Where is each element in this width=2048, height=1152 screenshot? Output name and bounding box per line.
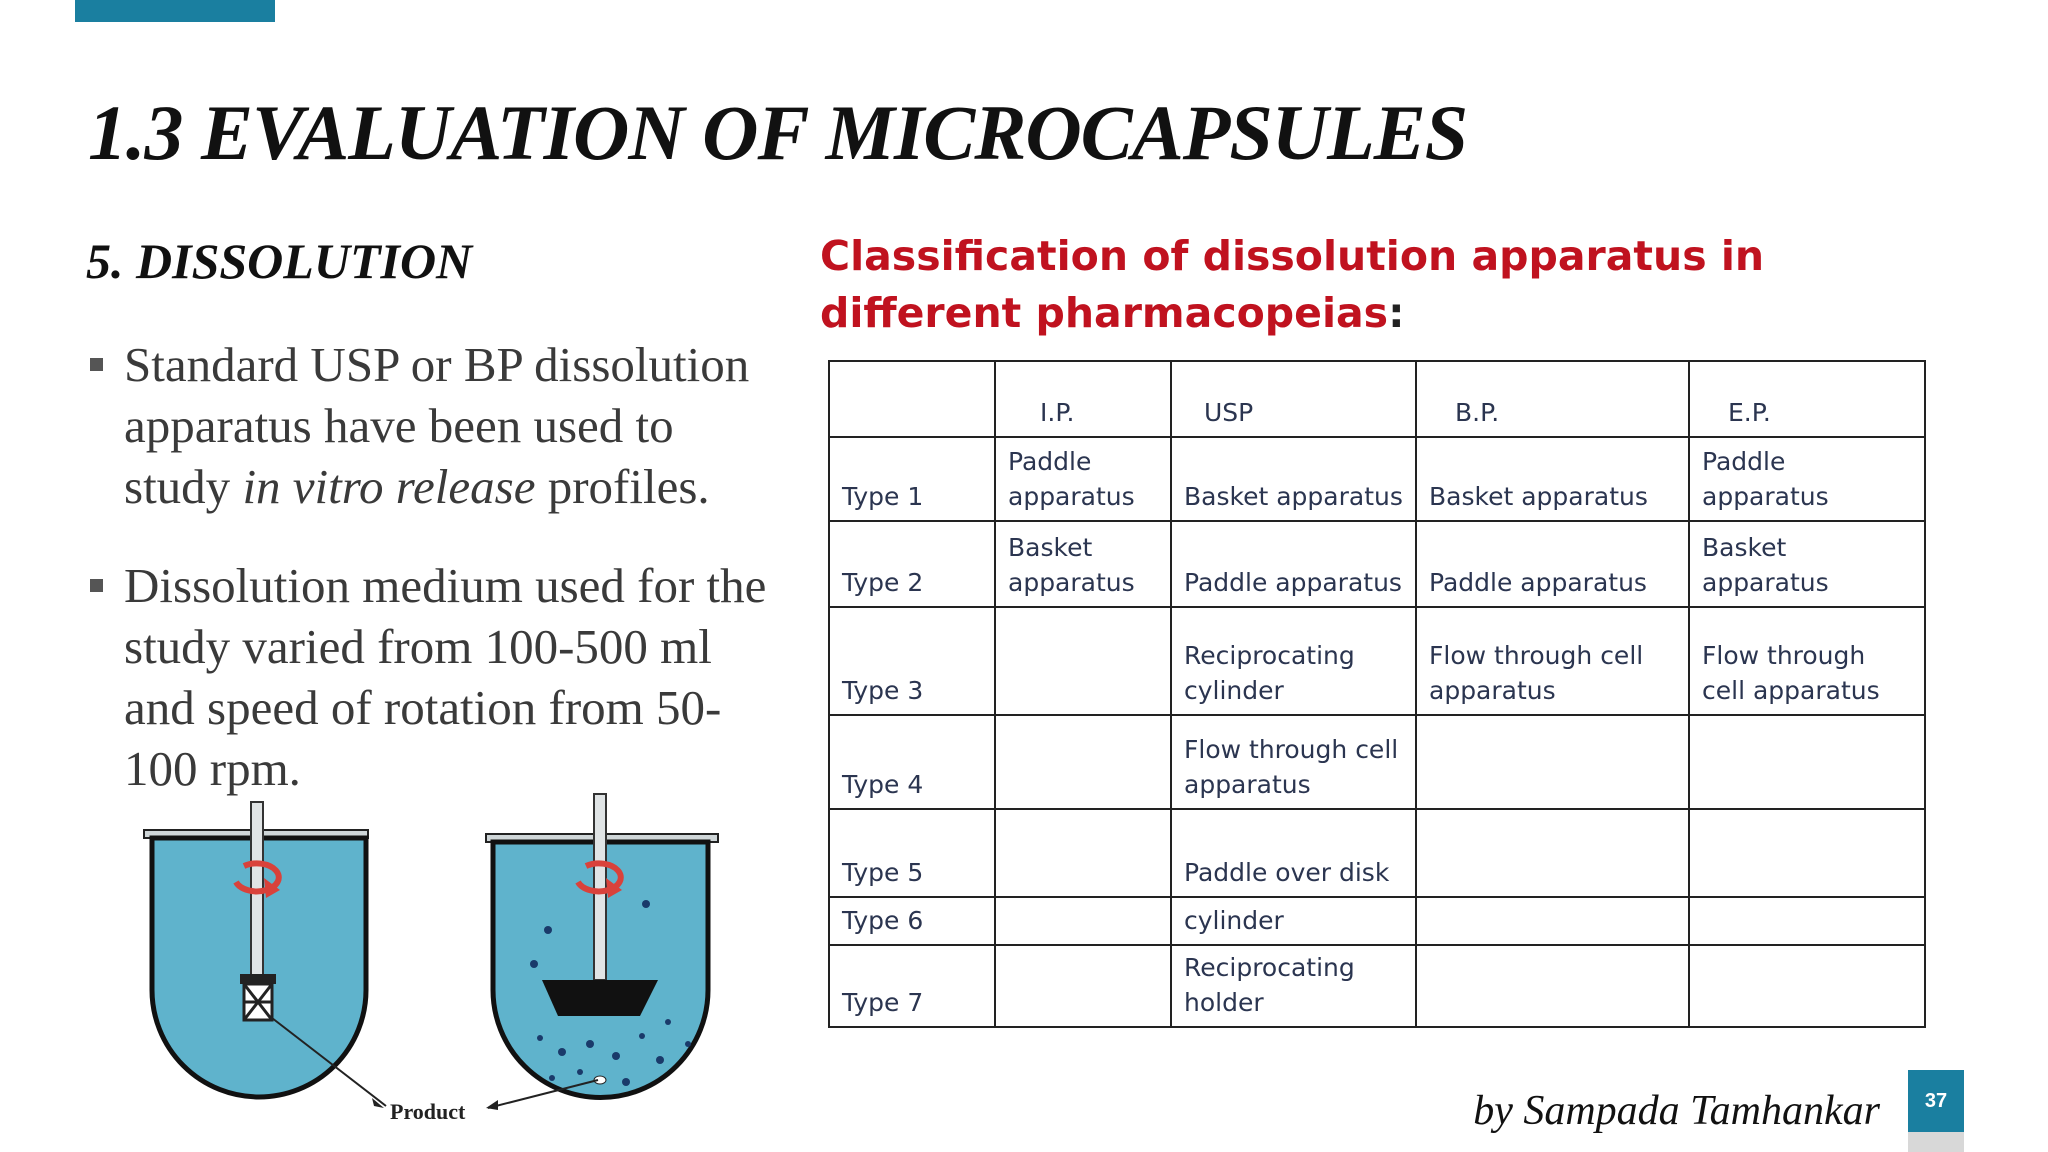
product-label: Product xyxy=(390,1099,466,1124)
bullet-text-italic: in vitro release xyxy=(242,459,536,514)
table-cell: Paddle apparatus xyxy=(1689,437,1925,521)
table-cell: Paddle apparatus xyxy=(995,437,1171,521)
classification-heading-colon: : xyxy=(1388,289,1405,337)
table-cell xyxy=(995,715,1171,809)
table-cell xyxy=(1689,715,1925,809)
bullet-text-end: profiles. xyxy=(535,459,710,514)
table-cell: Type 2 xyxy=(829,521,995,607)
table-cell: Type 4 xyxy=(829,715,995,809)
classification-heading xyxy=(820,228,1920,342)
table-cell: Type 1 xyxy=(829,437,995,521)
table-cell: Type 7 xyxy=(829,945,995,1027)
table-cell: Basket apparatus xyxy=(1416,437,1689,521)
table-cell: Flow through cell apparatus xyxy=(1689,607,1925,715)
slide-title: 1.3 EVALUATION OF MICROCAPSULES xyxy=(88,89,1468,176)
table-cell: Type 5 xyxy=(829,809,995,897)
table-header-row xyxy=(829,361,1925,437)
table-cell: Reciprocating holder xyxy=(1171,945,1416,1027)
bullet-item xyxy=(86,555,786,799)
classification-table xyxy=(828,360,1926,1028)
table-row xyxy=(829,437,1925,521)
table-row xyxy=(829,945,1925,1027)
table-cell xyxy=(1416,897,1689,945)
table-cell: Reciprocating cylinder xyxy=(1171,607,1416,715)
table-row xyxy=(829,521,1925,607)
classification-heading-text: Classification of dissolution apparatus in different pharmacopeias xyxy=(820,232,1765,337)
dissolution-apparatus-diagram xyxy=(120,790,740,1130)
table-row xyxy=(829,607,1925,715)
table-cell: Basket apparatus xyxy=(1171,437,1416,521)
table-header-cell: I.P. xyxy=(995,361,1171,437)
table-cell xyxy=(995,809,1171,897)
table-cell: Flow through cell apparatus xyxy=(1416,607,1689,715)
page-number: 37 xyxy=(1908,1070,1964,1132)
author-credit: by Sampada Tamhankar xyxy=(1473,1088,1880,1134)
table-cell xyxy=(1416,809,1689,897)
table-cell: Basket apparatus xyxy=(1689,521,1925,607)
table-header-cell: E.P. xyxy=(1689,361,1925,437)
table-cell: Flow through cell apparatus xyxy=(1171,715,1416,809)
table-row xyxy=(829,809,1925,897)
table-cell xyxy=(1416,715,1689,809)
table-cell: cylinder xyxy=(1171,897,1416,945)
page-number-tab xyxy=(1908,1132,1964,1152)
basket-vessel xyxy=(144,802,368,1097)
table-cell xyxy=(1416,945,1689,1027)
table-header-cell: USP xyxy=(1171,361,1416,437)
bullet-text-start: Standard USP or BP dissolution apparatus have been used to study xyxy=(124,337,750,514)
accent-bar xyxy=(75,0,275,22)
bullet-text: Dissolution medium used for the study varied from 100-500 ml and speed of rotation from 50-100 rpm. xyxy=(124,558,767,796)
table-header-cell xyxy=(829,361,995,437)
table-cell: Type 3 xyxy=(829,607,995,715)
bullet-square-icon xyxy=(90,358,103,371)
table-cell xyxy=(1689,809,1925,897)
table-cell: Paddle apparatus xyxy=(1171,521,1416,607)
table-cell: Paddle apparatus xyxy=(1416,521,1689,607)
table-cell: Basket apparatus xyxy=(995,521,1171,607)
table-cell xyxy=(995,945,1171,1027)
bullet-item xyxy=(86,334,786,517)
bullet-list xyxy=(86,334,786,799)
table-cell xyxy=(995,897,1171,945)
table-cell xyxy=(1689,945,1925,1027)
bullet-square-icon xyxy=(90,579,103,592)
table-cell xyxy=(1689,897,1925,945)
table-row xyxy=(829,897,1925,945)
table-cell: Type 6 xyxy=(829,897,995,945)
paddle-vessel xyxy=(486,794,718,1098)
table-cell xyxy=(995,607,1171,715)
table-header-cell: B.P. xyxy=(1416,361,1689,437)
table-row xyxy=(829,715,1925,809)
section-heading: 5. DISSOLUTION xyxy=(86,233,473,289)
table-cell: Paddle over disk xyxy=(1171,809,1416,897)
